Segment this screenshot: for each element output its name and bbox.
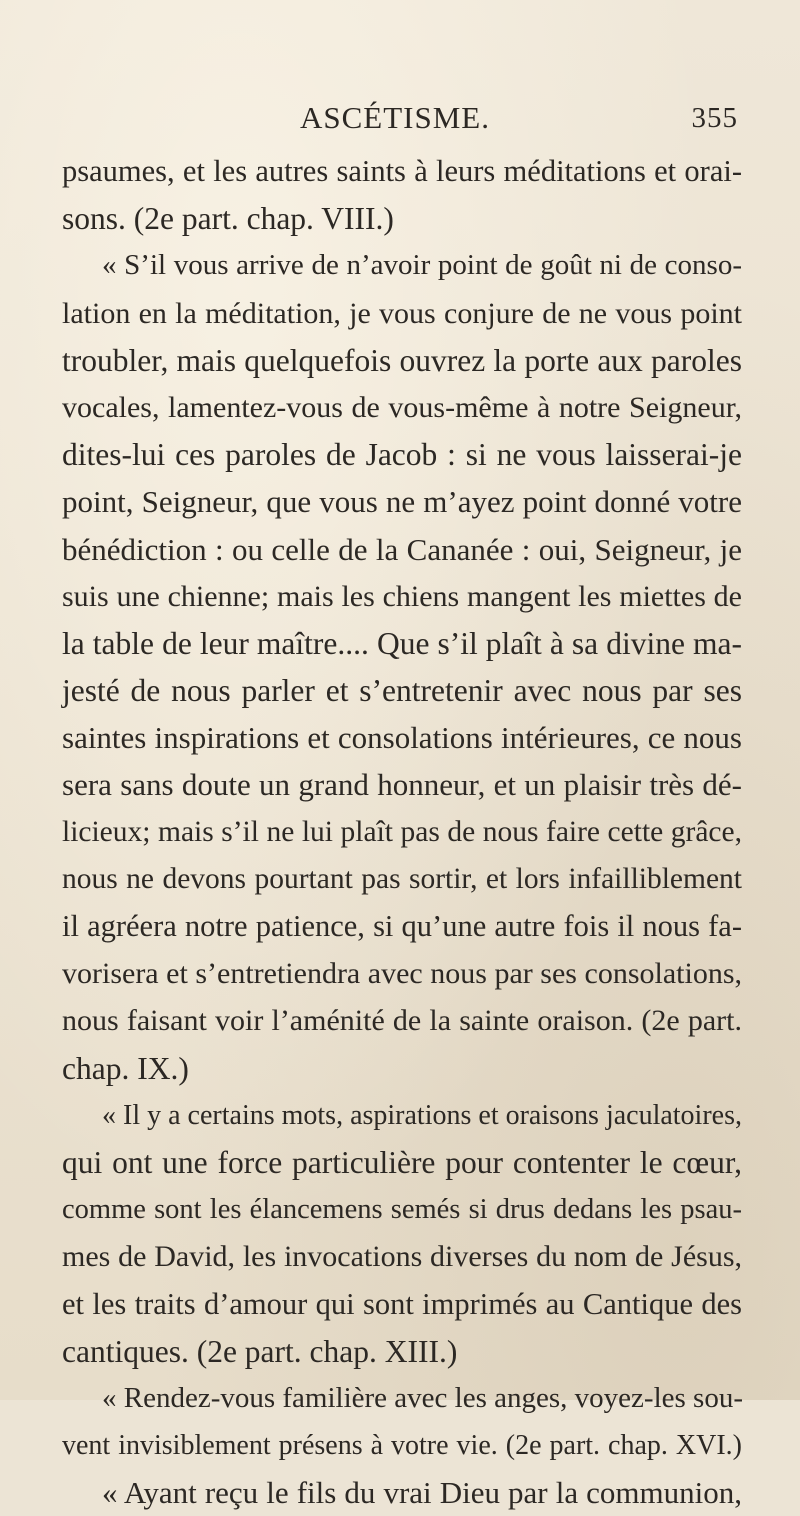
text-line: nous ne devons pourtant pas sortir, et lors infailliblement bbox=[62, 862, 742, 895]
text-line: « Il y a certains mots, aspirations et oraisons jaculatoires, bbox=[102, 1099, 742, 1131]
page-number: 355 bbox=[691, 102, 738, 134]
text-line: psaumes, et les autres saints à leurs méditations et orai- bbox=[62, 154, 742, 188]
text-line: il agréera notre patience, si qu’une autre fois il nous fa- bbox=[62, 909, 742, 943]
body-text bbox=[62, 148, 742, 1516]
text-line: et les traits d’amour qui sont imprimés au Cantique des bbox=[62, 1286, 742, 1321]
text-line: vorisera et s’entretiendra avec nous par ses consolations, bbox=[62, 957, 742, 991]
text-line: « Rendez-vous familière avec les anges, voyez-les sou- bbox=[102, 1381, 743, 1414]
text-line: licieux; mais s’il ne lui plaît pas de nous faire cette grâce, bbox=[62, 815, 742, 848]
page-header bbox=[0, 100, 800, 140]
text-line: qui ont une force particulière pour contenter le cœur, bbox=[62, 1144, 742, 1180]
text-line: bénédiction : ou celle de la Cananée : oui, Seigneur, je bbox=[62, 531, 742, 567]
text-line: chap. IX.) bbox=[62, 1050, 189, 1086]
text-line: vocales, lamentez-vous de vous-même à notre Seigneur, bbox=[62, 390, 742, 424]
text-line: « S’il vous arrive de n’avoir point de goût ni de conso- bbox=[102, 249, 742, 282]
text-line: troubler, mais quelquefois ouvrez la porte aux paroles bbox=[62, 342, 742, 378]
text-line: suis une chienne; mais les chiens mangent les miettes de bbox=[62, 579, 742, 613]
text-line: nous faisant voir l’aménité de la sainte oraison. (2e part. bbox=[62, 1004, 742, 1038]
text-line: dites-lui ces paroles de Jacob : si ne vous laisserai-je bbox=[62, 437, 742, 473]
text-line: saintes inspirations et consolations intérieures, ce nous bbox=[62, 720, 742, 756]
text-line: cantiques. (2e part. chap. XIII.) bbox=[62, 1333, 458, 1369]
running-title: ASCÉTISME. bbox=[300, 100, 490, 135]
text-line: jesté de nous parler et s’entretenir avec nous par ses bbox=[62, 673, 742, 709]
text-line: mes de David, les invocations diverses du nom de Jésus, bbox=[62, 1240, 742, 1274]
text-line: comme sont les élancemens semés si drus dedans les psau- bbox=[62, 1194, 742, 1226]
text-line: sons. (2e part. chap. VIII.) bbox=[62, 201, 394, 237]
text-line: point, Seigneur, que vous ne m’ayez point donné votre bbox=[62, 484, 742, 520]
text-line: vent invisiblement présens à votre vie. (2e part. chap. XVI.) bbox=[62, 1430, 742, 1462]
text-line: la table de leur maître.... Que s’il plaît à sa divine ma- bbox=[62, 625, 742, 661]
text-line: « Ayant reçu le fils du vrai Dieu par la communion, bbox=[102, 1475, 742, 1511]
text-line: lation en la méditation, je vous conjure de ne vous point bbox=[62, 296, 742, 330]
text-line: sera sans doute un grand honneur, et un plaisir très dé- bbox=[62, 767, 742, 803]
